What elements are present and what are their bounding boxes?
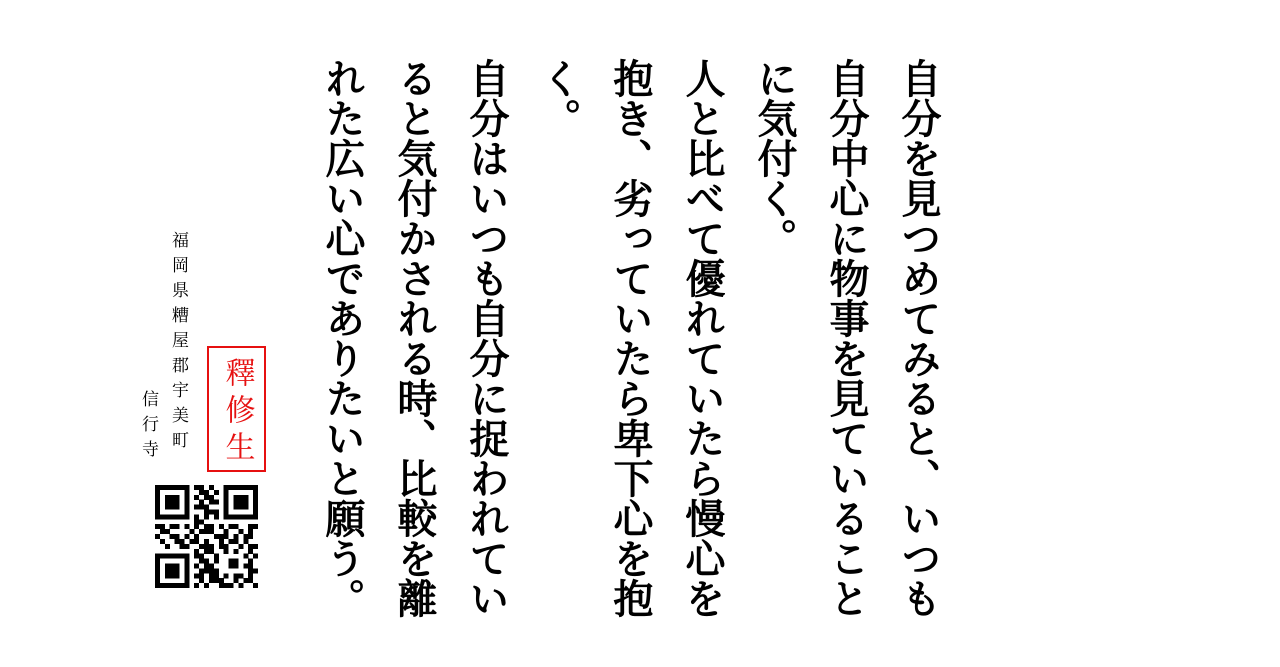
seal-text: 釋修生 [220, 357, 254, 468]
quote-text [320, 58, 941, 638]
quote-line-6: く。 [536, 58, 581, 138]
qr-code-icon [155, 485, 258, 588]
quote-line-9: れた広い心でありたいと願う。 [320, 58, 365, 618]
temple-name: 信行寺 [139, 390, 158, 465]
quote-line-8: ると気付かされる時、比較を離 [392, 58, 437, 618]
quote-line-4: 人と比べて優れていたら慢心を [680, 58, 725, 618]
quote-line-1: 自分を見つめてみると、いつも [896, 58, 941, 618]
seal-stamp [207, 346, 266, 472]
quote-line-5: 抱き、劣っていたら卑下心を抱 [608, 58, 653, 618]
quote-line-7: 自分はいつも自分に捉われてい [464, 58, 509, 618]
address-location: 福岡県糟屋郡宇美町 [169, 231, 188, 456]
quote-line-3: に気付く。 [752, 58, 797, 258]
qr-code-svg [155, 485, 258, 588]
quote-line-2: 自分中心に物事を見ていること [824, 58, 869, 618]
